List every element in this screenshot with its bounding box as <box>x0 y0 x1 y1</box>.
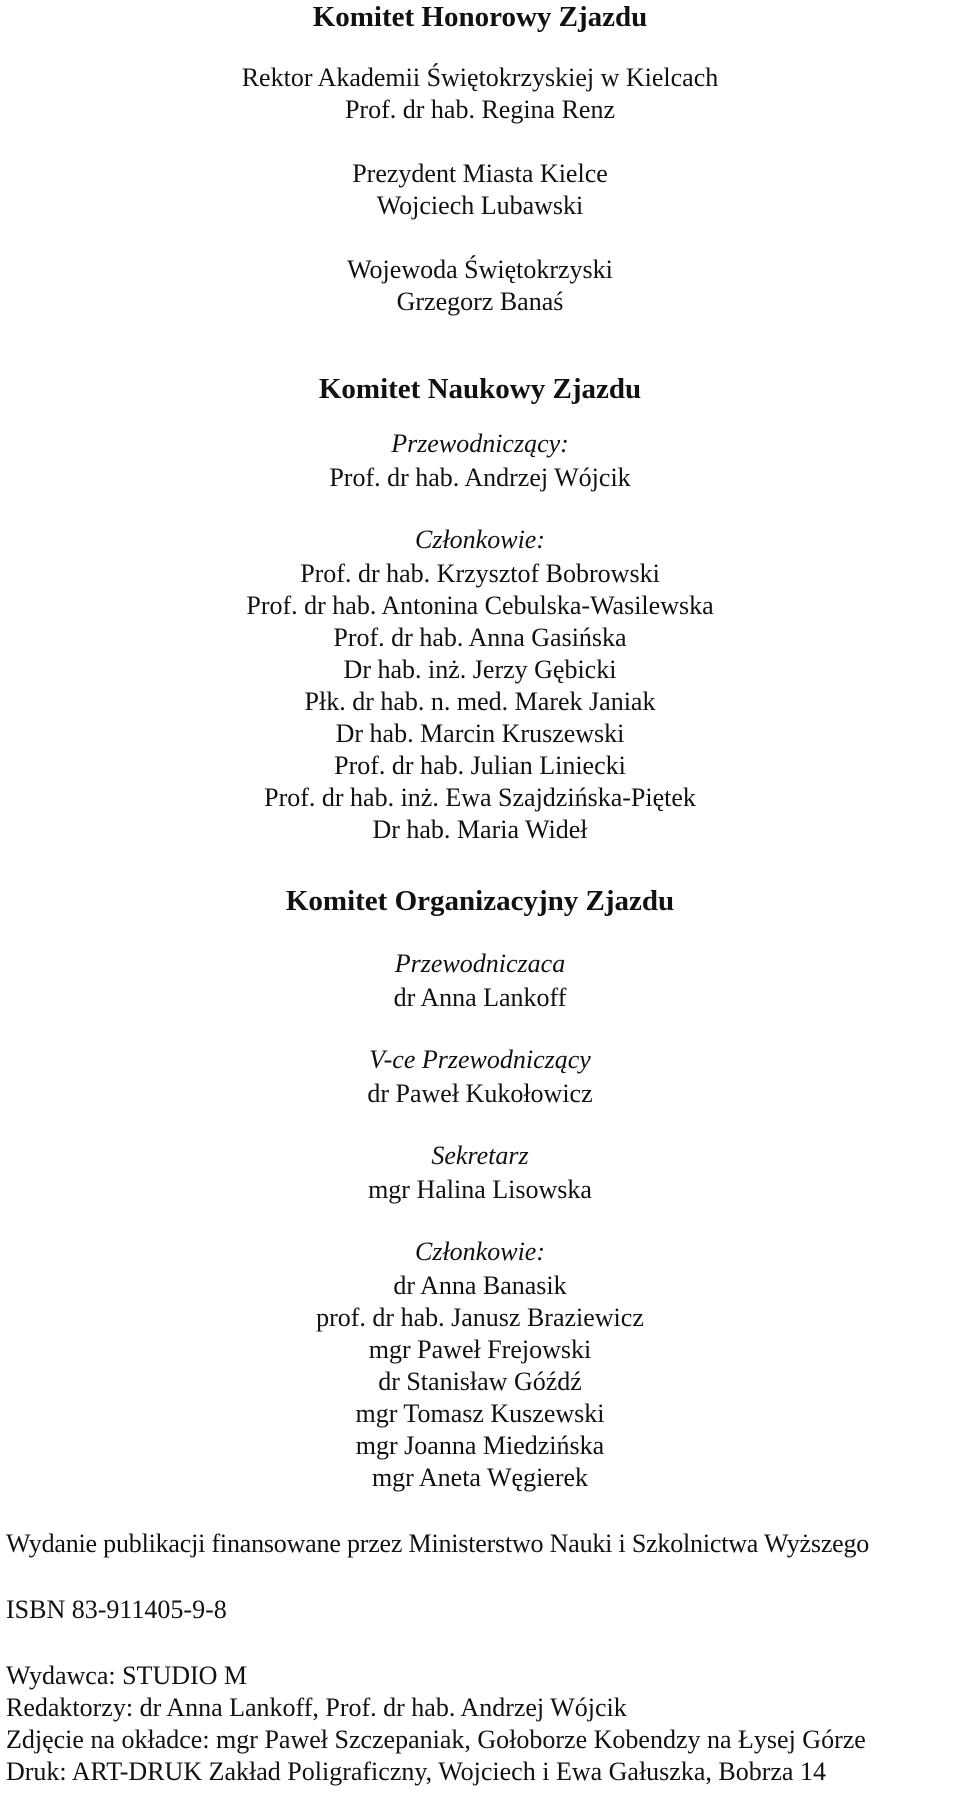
scientific-committee-heading: Komitet Naukowy Zjazdu <box>318 373 642 405</box>
organizing-member: mgr Paweł Frejowski <box>368 1335 592 1364</box>
organizing-member: mgr Aneta Węgierek <box>371 1463 589 1492</box>
scientific-members-label: Członkowie: <box>415 525 545 554</box>
organizing-secretary-name: mgr Halina Lisowska <box>368 1175 592 1204</box>
organizing-committee-heading: Komitet Organizacyjny Zjazdu <box>285 885 675 917</box>
honorary-committee-heading: Komitet Honorowy Zjazdu <box>312 1 648 33</box>
organizing-chair-label: Przewodniczaca <box>394 949 566 978</box>
organizing-member: mgr Joanna Miedzińska <box>355 1431 605 1460</box>
scientific-member: Prof. dr hab. Krzysztof Bobrowski <box>300 559 660 588</box>
organizing-member: dr Anna Banasik <box>393 1271 567 1300</box>
scientific-member: Dr hab. inż. Jerzy Gębicki <box>343 655 617 684</box>
honorary-name-3: Grzegorz Banaś <box>396 287 564 316</box>
funding-note: Wydanie publikacji finansowane przez Ministerstwo Nauki i Szkolnictwa Wyższego <box>6 1529 870 1558</box>
scientific-member: Płk. dr hab. n. med. Marek Janiak <box>304 687 656 716</box>
organizing-member: dr Stanisław Góźdź <box>378 1367 582 1396</box>
honorary-name-2: Wojciech Lubawski <box>376 191 584 220</box>
scientific-chair-name: Prof. dr hab. Andrzej Wójcik <box>329 463 631 492</box>
scientific-member: Dr hab. Maria Wideł <box>372 815 588 844</box>
scientific-member: Prof. dr hab. Anna Gasińska <box>333 623 627 652</box>
honorary-name-1: Prof. dr hab. Regina Renz <box>344 95 616 124</box>
organizing-secretary-label: Sekretarz <box>431 1141 529 1170</box>
scientific-member: Prof. dr hab. Antonina Cebulska-Wasilewska <box>246 591 714 620</box>
organizing-vice-label: V-ce Przewodniczący <box>369 1045 591 1074</box>
scientific-member: Dr hab. Marcin Kruszewski <box>335 719 625 748</box>
honorary-title-1: Rektor Akademii Świętokrzyskiej w Kielcach <box>241 63 719 92</box>
scientific-member: Prof. dr hab. Julian Liniecki <box>334 751 626 780</box>
scientific-chair-label: Przewodniczący: <box>391 429 569 458</box>
organizing-chair-name: dr Anna Lankoff <box>393 983 567 1012</box>
honorary-title-3: Wojewoda Świętokrzyski <box>347 255 613 284</box>
scientific-member: Prof. dr hab. inż. Ewa Szajdzińska-Piętek <box>264 783 696 812</box>
honorary-title-2: Prezydent Miasta Kielce <box>352 159 608 188</box>
organizing-member: mgr Tomasz Kuszewski <box>355 1399 605 1428</box>
editors: Redaktorzy: dr Anna Lankoff, Prof. dr hab. Andrzej Wójcik <box>6 1693 627 1722</box>
cover-photo-credit: Zdjęcie na okładce: mgr Paweł Szczepaniak, Gołoborze Kobendzy na Łysej Górze <box>6 1725 866 1754</box>
organizing-members-label: Członkowie: <box>415 1237 545 1266</box>
organizing-member: prof. dr hab. Janusz Braziewicz <box>316 1303 644 1332</box>
isbn: ISBN 83-911405-9-8 <box>6 1595 227 1624</box>
print-credit: Druk: ART-DRUK Zakład Poligraficzny, Wojciech i Ewa Gałuszka, Bobrza 14 <box>6 1757 826 1786</box>
organizing-vice-name: dr Paweł Kukołowicz <box>367 1079 593 1108</box>
publisher: Wydawca: STUDIO M <box>6 1661 248 1690</box>
